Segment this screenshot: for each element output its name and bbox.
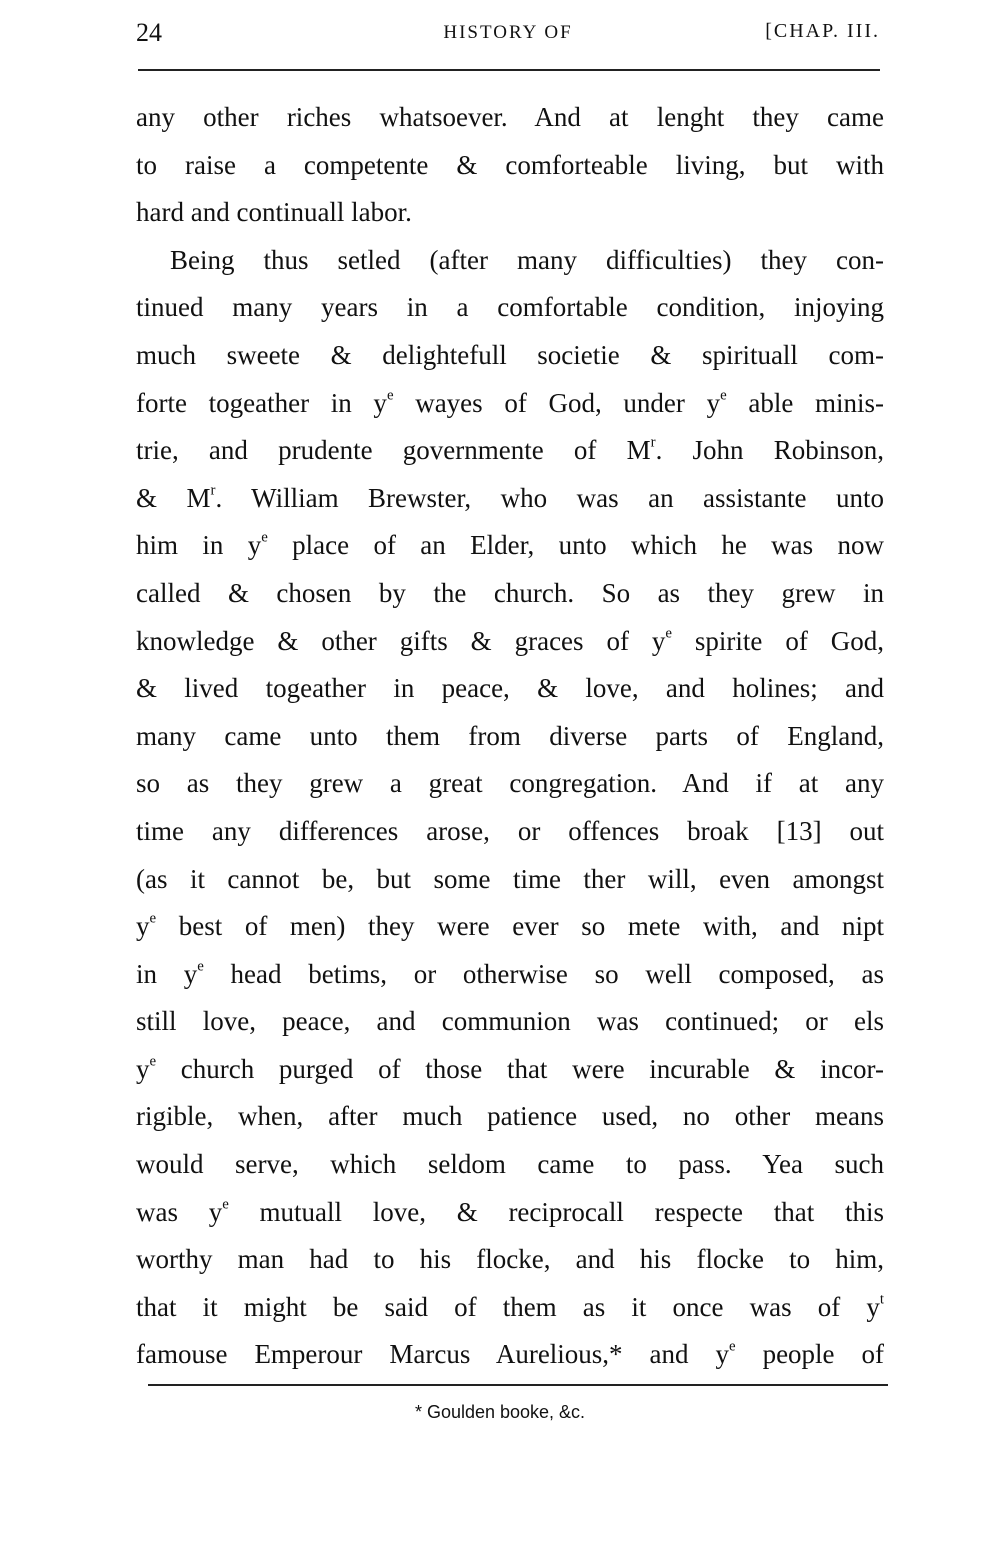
text-line: (as it cannot be, but some time ther will, even amongst — [136, 863, 884, 894]
text-line: so as they grew a great congregation. And if at any — [136, 768, 884, 799]
text-line: $y^e$ best of men) they were ever so mete with, and nipt — [136, 910, 884, 942]
text-line: Being thus setled (after many difficulties) they con- — [170, 244, 884, 275]
chapter-reference: [CHAP. III. — [765, 20, 880, 42]
text-line: time any differences arose, or offences broak [13] out — [136, 815, 884, 846]
page-number: 24 — [136, 18, 162, 47]
running-title: HISTORY OF — [443, 22, 573, 43]
text-line: him in $y^e$ place of an Elder, unto which he was now — [136, 529, 884, 561]
text-line: knowledge & other gifts & graces of $y^e$ spirite of God, — [136, 624, 884, 656]
text-line: tinued many years in a comfortable condition, injoying — [136, 292, 884, 323]
footnote-rule — [148, 1384, 888, 1386]
text-line: still love, peace, and communion was continued; or els — [136, 1006, 884, 1037]
text-line: called & chosen by the church. So as they grew in — [136, 577, 884, 608]
text-line: $y^e$ church purged of those that were incurable & incor- — [136, 1053, 884, 1084]
text-line: in $y^e$ head betims, or otherwise so well composed, as — [136, 958, 884, 989]
text-line: trie, and prudente governmente of $M^r$. John Robinson, — [136, 434, 885, 466]
text-line: & $M^r$. William Brewster, who was an assistante unto — [136, 482, 884, 513]
text-line: would serve, which seldom came to pass. Yea such — [136, 1149, 884, 1180]
text-line: that it might be said of them as it once was of $y^t$ — [136, 1291, 884, 1322]
text-line: was $y^e$ mutuall love, & reciprocall respecte that this — [136, 1196, 884, 1227]
text-line: any other riches whatsoever. And at lenght they came — [136, 102, 884, 132]
text-line: rigible, when, after much patience used, no other means — [136, 1101, 884, 1132]
text-line: hard and continuall labor. — [136, 197, 412, 228]
text-line: much sweete & delightefull societie & spirituall com- — [136, 339, 884, 370]
text-line: worthy man had to his flocke, and his flocke to him, — [136, 1244, 884, 1275]
header-rule — [138, 69, 880, 71]
footnote: * Goulden booke, &c. — [414, 1402, 586, 1422]
text-line: many came unto them from diverse parts of England, — [136, 720, 884, 751]
running-header — [136, 18, 880, 54]
text-line: to raise a competente & comforteable living, but with — [136, 149, 884, 180]
text-line: famouse Emperour Marcus Aurelious,* and $y^e$ people of — [136, 1338, 884, 1370]
text-line: & lived togeather in peace, & love, and holines; and — [136, 673, 884, 704]
text-line: forte togeather in $y^e$ wayes of God, under $y^e$ able minis- — [136, 386, 884, 418]
body-text — [136, 94, 884, 1379]
